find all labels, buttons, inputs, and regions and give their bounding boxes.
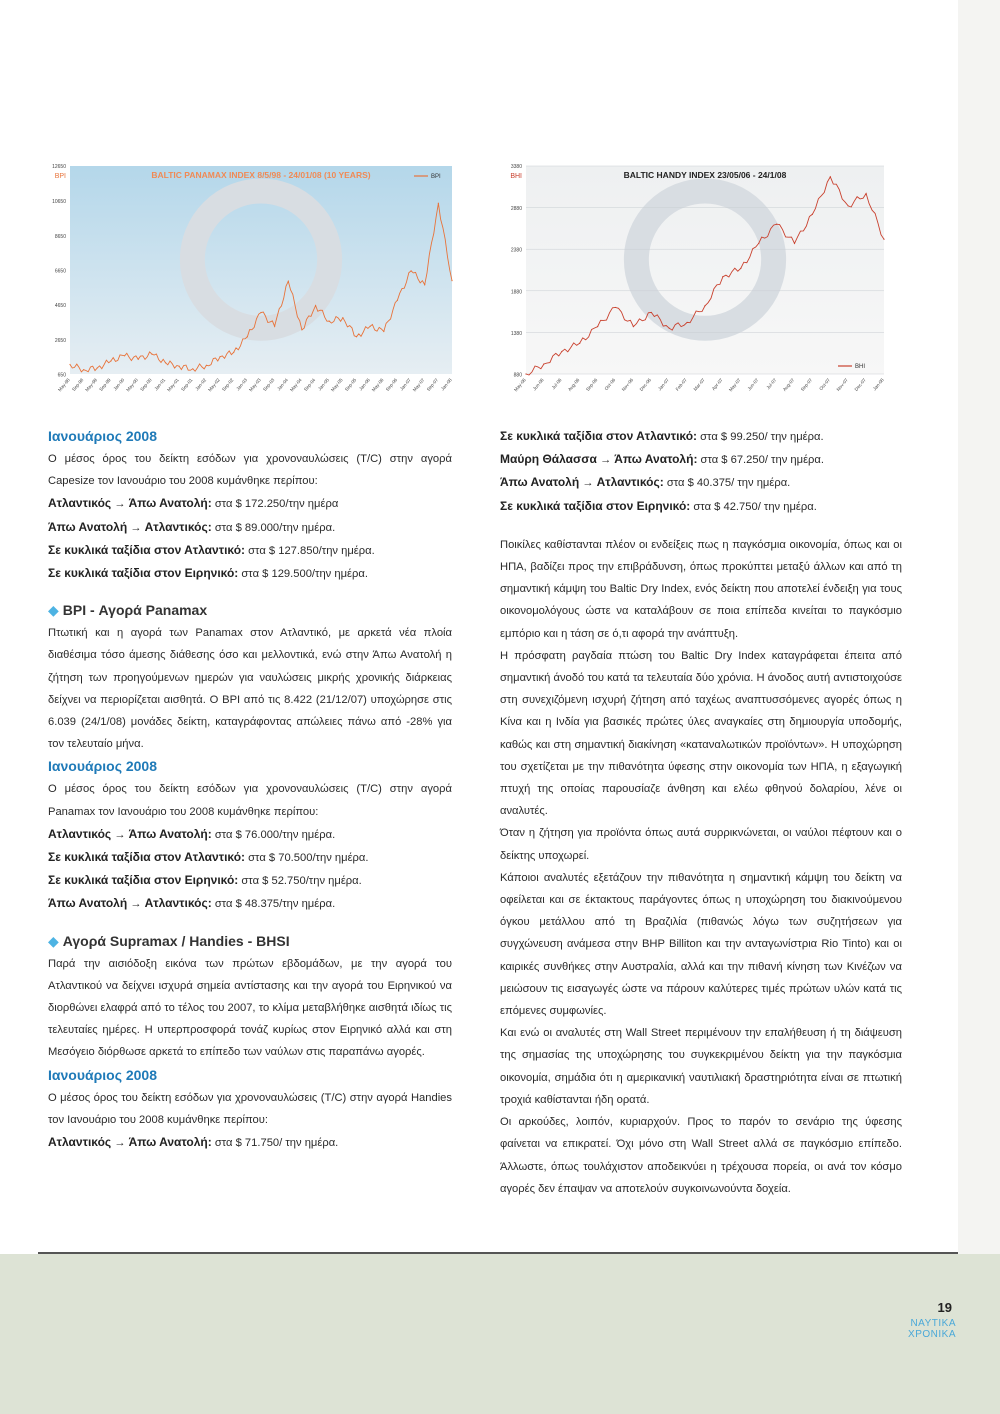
route-destination: Ατλαντικός: (596, 475, 664, 490)
arrow-right-icon: → (114, 498, 126, 511)
data-point (69, 364, 70, 365)
y-tick-label: 880 (513, 372, 522, 379)
body-paragraph: Όταν η ζήτηση για προϊόντα όπως αυτά συρρικνώνεται, οι ναύλοι πέφτουν και ο δείκτης υποχωρεί. (500, 827, 902, 862)
data-point (219, 356, 220, 357)
rate-value: στα $ 129.500/την ημέρα. (238, 568, 368, 581)
route-label: Ατλαντικός (48, 826, 112, 841)
rate-value: στα $ 99.250/ την ημέρα. (697, 431, 824, 443)
x-tick-label: Sep-02 (221, 377, 235, 393)
x-tick-label: Sep-05 (343, 377, 358, 393)
y-tick-label: 1880 (510, 289, 522, 296)
y-tick-label: 12650 (52, 164, 66, 170)
rate-value: στα $ 70.500/την ημέρα. (245, 852, 369, 865)
x-tick-label: Dec-07 (853, 377, 867, 392)
route-label: Μαύρη Θάλασσα (500, 452, 597, 467)
body-paragraph: Ο μέσος όρος του δείκτη εσόδων για χρονοναυλώσεις (T/C) στην αγορά Capesize τον Ιανουάριο του 2008 κυμάνθηκε περίπου: (48, 453, 452, 488)
data-point (301, 329, 302, 330)
bhi-chart-svg (498, 158, 888, 408)
x-tick-label: Jan-01 (153, 377, 167, 392)
data-point (830, 176, 831, 177)
month-heading: Ιανουάριος 2008 (48, 1066, 158, 1083)
rate-line (48, 539, 452, 562)
x-tick-label: Sep-06 (585, 377, 599, 393)
section-heading-text: BPI - Αγορά Panamax (62, 602, 208, 619)
y-axis-title: BHI (510, 173, 522, 180)
rate-line (48, 869, 452, 892)
rate-value: στα $ 42.750/ την ημέρα. (690, 500, 817, 513)
data-point (543, 363, 544, 364)
x-tick-label: Jun-06 (531, 377, 545, 392)
x-tick-label: Sep-98 (71, 377, 85, 393)
rate-line (48, 492, 452, 515)
data-point (704, 305, 705, 306)
x-tick-label: Aug-07 (781, 377, 796, 393)
section-heading (48, 930, 452, 953)
y-tick-label: 2650 (54, 337, 66, 344)
x-tick-label: Jan-05 (317, 377, 330, 392)
body-paragraph: Ο μέσος όρος του δείκτη εσόδων για χρονοναυλώσεις (T/C) στην αγορά Handies τον Ιανουάριο του 2008 κυμάνθηκε περίπου: (48, 1091, 452, 1126)
x-tick-label: Oct-06 (603, 377, 617, 392)
rate-line (500, 448, 902, 471)
page-number: 19 (937, 1300, 952, 1315)
x-tick-label: Jan-08 (439, 377, 453, 392)
route-label: Σε κυκλικά ταξίδια στον Ατλαντικό: (48, 542, 246, 557)
page-edge (958, 0, 1000, 1254)
bpi-chart (42, 158, 456, 408)
data-point (397, 300, 398, 301)
data-point (110, 360, 111, 361)
x-tick-label: Feb-07 (674, 377, 688, 392)
data-point (561, 351, 562, 352)
y-tick-label: 1380 (510, 330, 522, 337)
body-paragraph: Η πρόσφατη ραγδαία πτώση του Baltic Dry Index καταγράφεται έπειτα από σημαντική άνοδό του κατά τα τελευταία δύο χρόνια. Η άνοδος αυτή αντιστοιχούσε στη συνεχιζόμενη ισχυρή ζήτηση από ταχέως αναπτυσσόμενες αγορές όπως η Κίνα και η Ινδία για βασικές πρώτες ύλες αναγκαίες στη δημιουργία υποδομής, καθώς και στη σημαντική διακίνηση «καταναλωτικών προϊόντων». Η υποχώρηση του σχετίζεται με την πιθανότητα ύφεσης στην οικονομία των ΗΠΑ, η εξαγωγική πτυχή της οποίας παρουσίαζε άνθηση και ελέω φθηνού δολαρίου, λένε οι αναλυτές. (500, 649, 902, 818)
x-tick-label: Aug-06 (567, 377, 581, 393)
data-point (579, 343, 580, 344)
y-tick-label: 2380 (510, 247, 522, 254)
rate-value: στα $ 76.000/την ημέρα. (211, 828, 336, 841)
data-point (124, 355, 125, 356)
x-tick-label: Jan-03 (235, 377, 249, 392)
x-tick-label: Sep-00 (139, 377, 153, 393)
x-tick-label: Jan-02 (194, 377, 208, 392)
rate-value: στα $ 48.375/την ημέρα. (211, 898, 336, 911)
data-point (669, 328, 670, 329)
data-point (97, 367, 98, 368)
route-label: Άπω Ανατολή (48, 896, 128, 911)
x-tick-label: May-06 (370, 377, 385, 393)
x-tick-label: Dec-06 (638, 377, 653, 392)
rate-value: στα $ 71.750/ την ημέρα. (211, 1137, 339, 1150)
x-tick-label: May-06 (513, 377, 527, 393)
bhi-chart (498, 158, 888, 408)
route-destination: Άπω Ανατολή: (128, 826, 212, 841)
route-label: Σε κυκλικά ταξίδια στον Ειρηνικό: (500, 498, 691, 513)
data-point (274, 326, 275, 327)
data-point (424, 284, 425, 285)
data-point (138, 359, 139, 360)
x-tick-label: May-04 (289, 377, 303, 393)
arrow-right-icon: → (114, 828, 126, 841)
y-tick-label: 10650 (52, 199, 66, 206)
route-label: Σε κυκλικά ταξίδια στον Ατλαντικό: (48, 850, 246, 865)
arrow-right-icon: → (114, 1137, 126, 1150)
x-tick-label: Sep-07 (799, 377, 814, 393)
body-paragraph: Ποικίλες καθίστανται πλέον οι ενδείξεις πως η παγκόσμια οικονομία, όπως και οι ΗΠΑ, βαδίζει προς την επιβράδυνση, όπως προκύπτει μεταξύ άλλων και από τη σημαντική κάμψη του Baltic Dry Index, ενός δείκτη που αποτελεί ένδειξη για τους οικονομολόγους ώστε να καταλάβουν σε ποια επίπεδα κινείται το παγκόσμιο εμπόριο και η τάση σε ό,τι αφορά την ανάπτυξη. (500, 538, 902, 640)
arrow-right-icon: → (599, 454, 612, 467)
data-point (776, 224, 777, 225)
x-tick-label: Jun-07 (746, 377, 760, 392)
x-tick-label: Oct-07 (818, 377, 832, 392)
x-tick-label: Jul-07 (765, 377, 778, 391)
y-tick-label: 8650 (54, 233, 66, 240)
footer-rule (38, 1252, 958, 1254)
body-paragraph: Οι αρκούδες, λοιπόν, κυριαρχούν. Προς το παρόν το σενάριο της ύφεσης φαίνεται να επικρατεί. Όχι μόνο στη Wall Street αλλά σε παγκόσμιο επίπεδο. Άλλωστε, όπως τουλάχιστον αποδεικνύει η τρέχουσα πορεία, οι ανά τον κόσμο αγορές δεν έπαψαν να αποτελούν συγκοινωνούντα δοχεία. (500, 1116, 902, 1195)
month-heading: Ιανουάριος 2008 (48, 428, 158, 444)
x-tick-label: Sep-99 (98, 377, 112, 393)
body-paragraph: Παρά την αισιόδοξη εικόνα των πρώτων εβδομάδων, με την αγορά του Ατλαντικού να δείχνει ισχυρά σημεία αντίστασης και την αγορά του Ειρηνικού να διορθώνει ελαφρά από το τέλος του 2007, το κλίμα μεταβλήθηκε αισθητά ιδίως τις τελευταίες ημέρες. Η υπερπροσφορά τονάζ κυρίως στον Ειρηνικό αλλά και στη Μεσόγειο διόρθωσε αρκετά το επίπεδο των ναύλων στις παραπάνω αγορές. (48, 957, 452, 1059)
x-tick-label: May-03 (248, 377, 262, 393)
magazine-name-line1: ΝΑΥΤΙΚΑ (910, 1318, 956, 1329)
data-point (525, 373, 526, 374)
legend-label: BPI (431, 174, 441, 180)
chart-title: BALTIC PANAMAX INDEX 8/5/98 - 24/01/08 (10 YEARS) (151, 170, 371, 180)
x-tick-label: Jan-07 (657, 377, 670, 392)
x-tick-label: Sep-01 (180, 377, 194, 393)
data-point (165, 362, 166, 363)
data-point (438, 203, 439, 204)
data-point (179, 366, 180, 367)
route-label: Σε κυκλικά ταξίδια στον Ειρηνικό: (48, 873, 239, 888)
x-tick-label: Jan-06 (358, 377, 371, 392)
route-label: Άπω Ανατολή (500, 475, 580, 490)
data-point (866, 193, 867, 194)
data-point (451, 280, 452, 281)
diamond-bullet-icon: ◆ (48, 932, 59, 949)
x-tick-label: Apr-07 (710, 377, 724, 392)
data-point (651, 312, 652, 313)
x-tick-label: Nov-06 (620, 377, 635, 392)
x-tick-label: May-99 (84, 377, 99, 393)
rate-line (48, 892, 452, 915)
x-tick-label: Sep-07 (425, 377, 440, 393)
rate-value: στα $ 67.250/ την ημέρα. (697, 454, 824, 467)
rate-line (48, 846, 452, 869)
route-destination: Άπω Ανατολή: (614, 452, 698, 467)
footer-band (0, 1254, 1000, 1414)
magazine-name-line2: ΧΡΟΝΙΚΑ (908, 1329, 956, 1340)
y-tick-label: 4650 (54, 303, 66, 310)
data-point (233, 352, 234, 353)
data-point (722, 276, 723, 277)
route-destination: Ατλαντικός: (144, 896, 212, 911)
data-point (247, 336, 248, 337)
x-tick-label: Jul-06 (550, 377, 563, 391)
rate-line (48, 1131, 452, 1154)
data-point (633, 326, 634, 327)
x-tick-label: May-98 (57, 377, 71, 393)
data-point (260, 312, 261, 313)
route-label: Άπω Ανατολή (48, 519, 128, 534)
rate-value: στα $ 52.750/την ημέρα. (238, 875, 362, 888)
rate-line (48, 516, 452, 539)
right-column (500, 425, 902, 1200)
rate-line (500, 425, 902, 448)
body-paragraph: Πτωτική και η αγορά των Panamax στον Ατλαντικό, με αρκετά νέα πλοία διαθέσιμα τόσο άμεσης διάθεσης όσο και μελλοντικά, ενώ στην Άπω Ανατολή η ζήτηση των προηγούμενων ημερών για ναυλώσεις μικρής χρονικής διάρκειας δείχνει να περιορίζεται αισθητά. Ο BPI από τις 8.422 (21/12/07) υποχώρησε στις 6.039 (24/1/08) μονάδες δείκτη, καταγράφοντας απώλειες πάνω από -28% για τον τελευταίο μήνα. (48, 627, 452, 751)
magazine-name (908, 1318, 956, 1340)
x-tick-label: Nov-07 (835, 377, 849, 392)
x-tick-label: May-07 (411, 377, 426, 393)
data-point (597, 326, 598, 327)
x-tick-label: May-01 (166, 377, 180, 393)
x-tick-label: Mar-07 (692, 377, 706, 392)
y-tick-label: 3380 (510, 164, 522, 170)
data-point (740, 268, 741, 269)
route-label: Σε κυκλικά ταξίδια στον Ατλαντικό: (500, 429, 698, 443)
data-point (315, 305, 316, 306)
rate-value: στα $ 89.000/την ημέρα. (211, 521, 336, 534)
rate-value: στα $ 127.850/την ημέρα. (245, 544, 375, 557)
route-label: Ατλαντικός (48, 1135, 112, 1150)
route-destination: Ατλαντικός: (144, 519, 212, 534)
data-point (151, 353, 152, 354)
legend-label: BHI (855, 364, 866, 370)
y-tick-label: 650 (57, 372, 66, 379)
x-tick-label: May-07 (727, 377, 742, 393)
route-destination: Άπω Ανατολή: (128, 496, 212, 511)
x-tick-label: Jan-08 (871, 377, 885, 392)
data-point (206, 365, 207, 366)
bpi-chart-svg (42, 158, 456, 408)
body-paragraph: Κάποιοι αναλυτές εξετάζουν την πιθανότητα η σημαντική κάμψη του δείκτη να οφείλεται και σε έκτακτους παράγοντες όπως η υποχώρηση του διακινούμενου όγκου μετάλλου από τη Βραζιλία (πιθανώς λόγω των συζητήσεων για συγχώνευση ανάμεσα στην BHP Billiton και την ανταγωνίστρια Rio Tinto) και οι καιρικές συνθήκες στην Αυστραλία, αλλά και την πιθανή κίνηση των Κινέζων να μειώσουν τις εισαγωγές ώστε να πάρουν καλύτερες τιμές πρώτων υλών κατά τις επόμενες συμφωνίες. (500, 871, 902, 1018)
data-point (687, 322, 688, 323)
data-point (812, 214, 813, 215)
x-tick-label: May-02 (207, 377, 221, 393)
rate-line (48, 823, 452, 846)
x-tick-label: Jan-04 (276, 377, 290, 392)
x-tick-label: Jan-07 (398, 377, 412, 392)
y-tick-label: 2880 (510, 206, 522, 213)
section-heading-text: Αγορά Supramax / Handies - BHSI (62, 932, 290, 949)
x-tick-label: May-00 (125, 377, 139, 393)
rate-value: στα $ 172.250/την ημέρα (211, 498, 339, 511)
route-destination: Άπω Ανατολή: (128, 1135, 212, 1150)
section-heading (48, 599, 452, 622)
body-paragraph: Ο μέσος όρος του δείκτη εσόδων για χρονοναυλώσεις (T/C) στην αγορά Panamax τον Ιανουάριο του 2008 κυμάνθηκε περίπου: (48, 783, 452, 818)
spacer (500, 518, 902, 534)
data-point (356, 336, 357, 337)
month-heading: Ιανουάριος 2008 (48, 758, 158, 775)
x-tick-label: Sep-06 (384, 377, 399, 393)
data-point (342, 317, 343, 318)
data-point (329, 321, 330, 322)
y-tick-label: 6650 (54, 268, 66, 275)
arrow-right-icon: → (130, 521, 142, 534)
diamond-bullet-icon: ◆ (48, 602, 59, 619)
arrow-right-icon: → (130, 898, 142, 911)
x-tick-label: May-05 (329, 377, 344, 393)
data-point (758, 243, 759, 244)
y-axis-title: BPI (54, 173, 66, 180)
rate-line (500, 495, 902, 518)
data-point (848, 205, 849, 206)
data-point (383, 331, 384, 332)
data-point (83, 369, 84, 370)
body-paragraph: Και ενώ οι αναλυτές στη Wall Street περιμένουν την επαλήθευση ή τη διάψευση της σημασίας της υποχώρησης του συγκεκριμένου δείκτη για την παγκόσμια οικονομία, σημάδια ότι η αμερικανική ναυτιλιακή δραστηριότητα είναι σε πτωτική τροχιά καθίστανται ήδη ορατά. (500, 1027, 902, 1106)
rate-line (48, 562, 452, 585)
data-point (883, 239, 884, 240)
data-point (410, 270, 411, 271)
data-point (615, 307, 616, 308)
x-tick-label: Jan-00 (112, 377, 126, 392)
x-tick-label: Sep-03 (262, 377, 276, 393)
chart-title: BALTIC HANDY INDEX 23/05/06 - 24/1/08 (623, 170, 787, 180)
route-label: Ατλαντικός (48, 496, 112, 511)
route-label: Σε κυκλικά ταξίδια στον Ειρηνικό: (48, 566, 239, 581)
data-point (288, 281, 289, 282)
rate-line (500, 471, 902, 494)
x-tick-label: Sep-04 (302, 377, 317, 393)
arrow-right-icon: → (582, 477, 594, 490)
data-point (794, 243, 795, 244)
left-column (48, 425, 452, 1154)
rate-value: στα $ 40.375/ την ημέρα. (663, 477, 791, 490)
data-point (192, 368, 193, 369)
data-point (370, 326, 371, 327)
